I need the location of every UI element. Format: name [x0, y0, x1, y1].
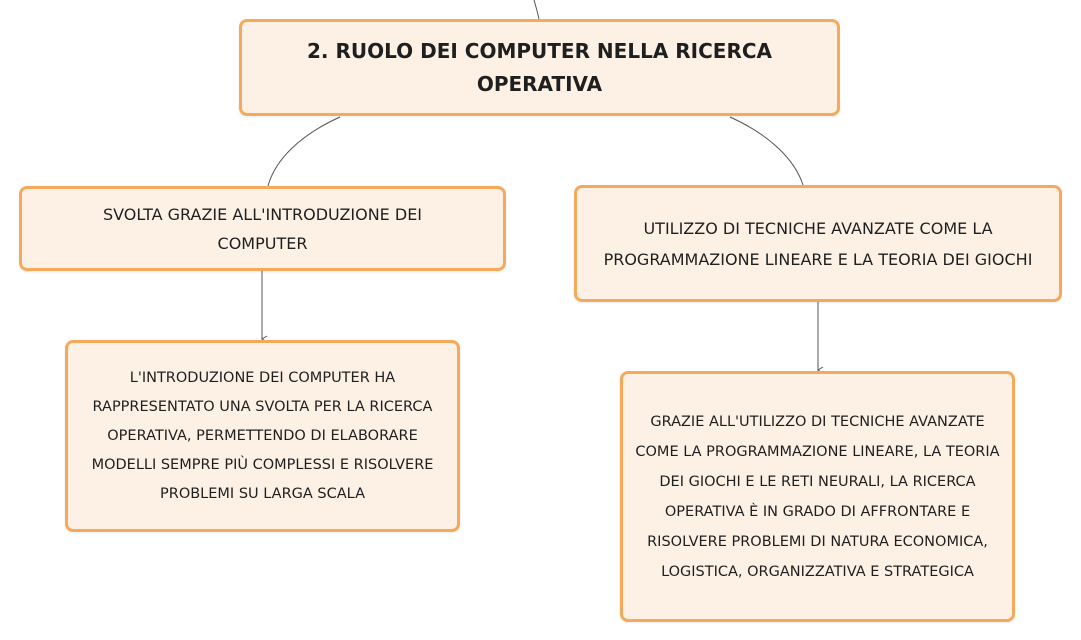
subtopic-node-advanced-techniques[interactable] [574, 185, 1062, 302]
subtopic-label-computer-breakthrough: SVOLTA GRAZIE ALL'INTRODUZIONE DEI COMPUTER [102, 204, 423, 253]
detail-node-computer-breakthrough[interactable] [65, 340, 460, 532]
connector-parent-to-main [534, 0, 539, 19]
subtopic-label-advanced-techniques: UTILIZZO DI TECNICHE AVANZATE COME LA PROGRAMMAZIONE LINEARE E LA TEORIA DEI GIOCHI [603, 218, 1033, 269]
detail-label-computer-breakthrough: L'INTRODUZIONE DEI COMPUTER HA RAPPRESENTATO UNA SVOLTA PER LA RICERCA OPERATIVA, PERMETTENDO DI ELABORARE MODELLI SEMPRE PIÙ COMPLESSI E RISOLVERE PROBLEMI SU LARGA SCALA [91, 369, 434, 502]
detail-node-advanced-techniques[interactable] [620, 371, 1015, 622]
main-topic-node[interactable] [239, 19, 840, 116]
main-topic-label: 2. RUOLO DEI COMPUTER NELLA RICERCA OPERATIVA [307, 38, 772, 96]
connector-main-to-left [268, 117, 340, 186]
detail-label-advanced-techniques: GRAZIE ALL'UTILIZZO DI TECNICHE AVANZATE COME LA PROGRAMMAZIONE LINEARE, LA TEORIA DEI GIOCHI E LE RETI NEURALI, LA RICERCA OPERATIVA È IN GRADO DI AFFRONTARE E RISOLVERE PROBLEMI DI NATURA ECONOMICA, LOGISTICA, ORGANIZZATIVA E STRATEGICA [635, 413, 1000, 580]
connector-main-to-right [730, 117, 803, 185]
subtopic-node-computer-breakthrough[interactable] [19, 186, 506, 271]
